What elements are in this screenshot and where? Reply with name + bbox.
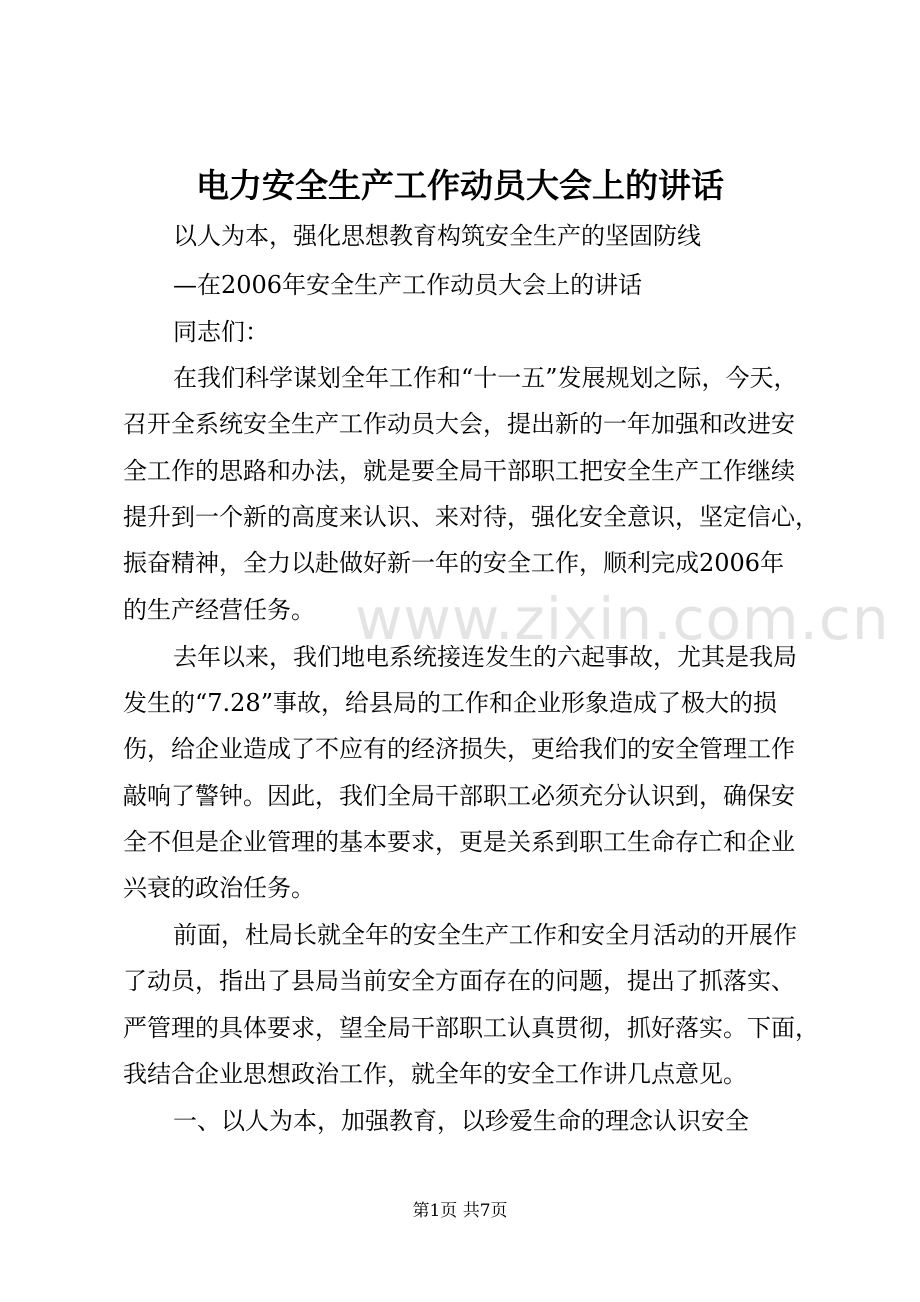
- paragraph-line: 全不但是企业管理的基本要求，更是关系到职工生命存亡和企业: [123, 828, 795, 856]
- document-title: 电力安全生产工作动员大会上的讲话: [196, 166, 724, 205]
- paragraph-line: 全工作的思路和办法，就是要全局干部职工把安全生产工作继续: [123, 457, 795, 485]
- paragraph-line: 在我们科学谋划全年工作和“十一五”发展规划之际，今天，: [173, 364, 798, 392]
- paragraph-line: 伤，给企业造成了不应有的经济损失，更给我们的安全管理工作: [123, 735, 795, 763]
- paragraph-line: 的生产经营任务。: [123, 596, 315, 624]
- salutation: 同志们：: [173, 318, 269, 346]
- paragraph-line: 敲响了警钟。因此，我们全局干部职工必须充分认识到，确保安: [123, 782, 795, 810]
- paragraph-line: 振奋精神，全力以赴做好新一年的安全工作，顺利完成2006年: [123, 549, 785, 577]
- paragraph-line: 严管理的具体要求，望全局干部职工认真贯彻，抓好落实。下面，: [123, 1014, 819, 1042]
- paragraph-line: 去年以来，我们地电系统接连发生的六起事故，尤其是我局: [173, 643, 797, 671]
- paragraph-line: 召开全系统安全生产工作动员大会，提出新的一年加强和改进安: [123, 410, 795, 438]
- paragraph-line: 我结合企业思想政治工作，就全年的安全工作讲几点意见。: [123, 1060, 747, 1088]
- subtitle: 以人为本，强化思想教育构筑安全生产的坚固防线: [173, 222, 701, 250]
- watermark: www.zixin.com.cn: [355, 585, 890, 653]
- page-number-footer: 第1页 共7页: [412, 1201, 508, 1221]
- paragraph-line: 前面，杜局长就全年的安全生产工作和安全月活动的开展作: [173, 921, 797, 949]
- section-heading: 一、以人为本，加强教育，以珍爱生命的理念认识安全: [173, 1107, 749, 1135]
- paragraph-line: 提升到一个新的高度来认识、来对待，强化安全意识，坚定信心，: [123, 503, 819, 531]
- paragraph-line: 了动员，指出了县局当前安全方面存在的问题，提出了抓落实、: [123, 967, 795, 995]
- paragraph-line: 兴衰的政治任务。: [123, 874, 315, 902]
- subtitle-secondary: —在2006年安全生产工作动员大会上的讲话: [173, 271, 643, 299]
- paragraph-line: 发生的“7.28”事故，给县局的工作和企业形象造成了极大的损: [123, 689, 777, 717]
